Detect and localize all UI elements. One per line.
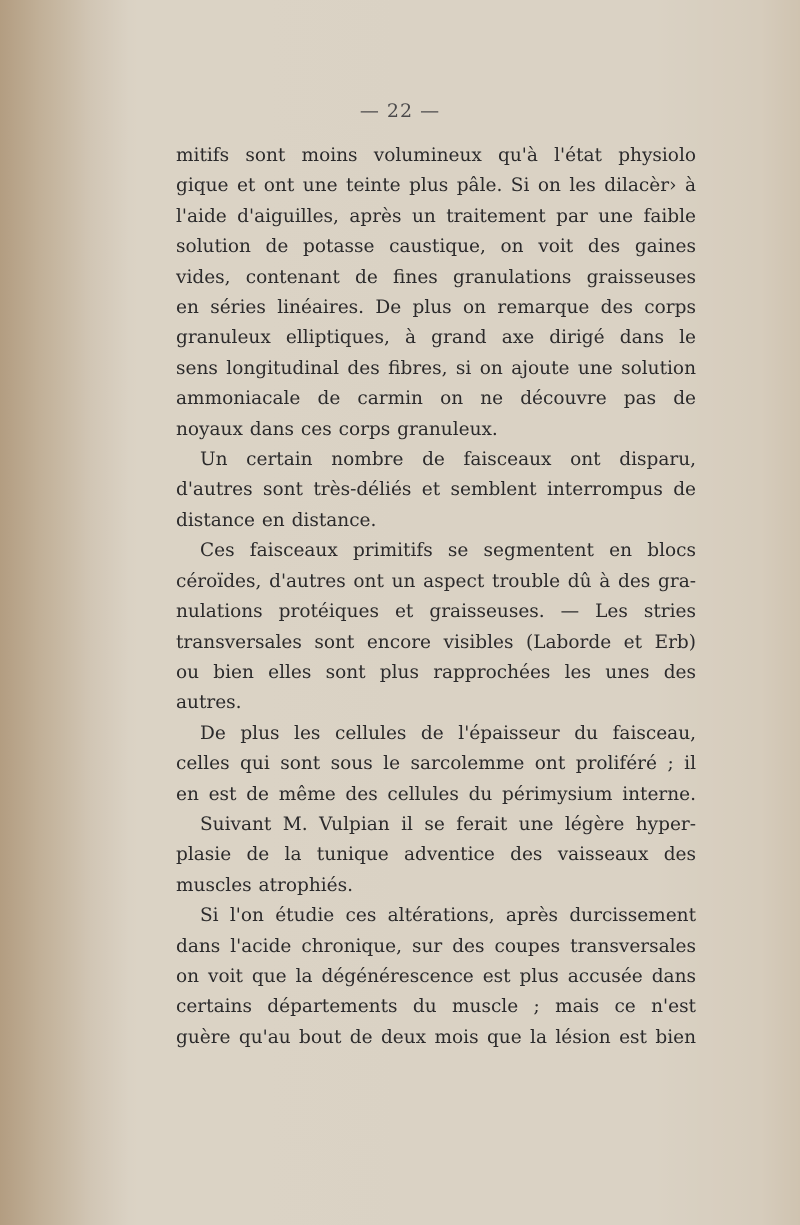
text-line: Suivant M. Vulpian il se ferait une légère hyper- [200, 813, 696, 835]
text-line: ammoniacale de carmin on ne découvre pas de [176, 388, 696, 410]
paragraph [176, 901, 696, 1053]
text-line: transversales sont encore visibles (Laborde et Erb) [176, 631, 696, 653]
text-line: gique et ont une teinte plus pâle. Si on les dilacèr› à [176, 175, 696, 197]
text-line: Si l'on étudie ces altérations, après durcissement [200, 905, 696, 927]
text-line: distance en distance. [176, 509, 377, 531]
text-line: dans l'acide chronique, sur des coupes transversales [176, 935, 696, 957]
text-line: solution de potasse caustique, on voit des gaines [176, 236, 696, 258]
text-line: muscles atrophiés. [176, 874, 353, 896]
text-line: noyaux dans ces corps granuleux. [176, 418, 498, 440]
text-line: granuleux elliptiques, à grand axe dirigé dans le [176, 327, 696, 349]
page-edge-stain [0, 0, 130, 1225]
text-line: en séries linéaires. De plus on remarque des corps [176, 297, 696, 319]
text-line: Un certain nombre de faisceaux ont disparu, [200, 449, 696, 471]
paragraph [176, 719, 696, 810]
text-line: on voit que la dégénérescence est plus accusée dans [176, 965, 696, 987]
text-line: ou bien elles sont plus rapprochées les unes des [176, 661, 696, 683]
text-line: céroïdes, d'autres ont un aspect trouble dû à des gra- [176, 570, 696, 592]
paragraph [176, 536, 696, 718]
text-line: De plus les cellules de l'épaisseur du faisceau, [200, 722, 696, 744]
paragraph [176, 141, 696, 445]
text-line: plasie de la tunique adventice des vaisseaux des [176, 844, 696, 866]
body-text [176, 141, 696, 1053]
text-line: nulations protéiques et graisseuses. — Les stries [176, 601, 696, 623]
paragraph [176, 445, 696, 536]
text-line: l'aide d'aiguilles, après un traitement par une faible [176, 205, 696, 227]
text-line: sens longitudinal des fibres, si on ajoute une solution [176, 357, 696, 379]
paragraph [176, 810, 696, 901]
text-line: d'autres sont très-déliés et semblent interrompus de [176, 479, 696, 501]
page-number: — 22 — [359, 100, 441, 122]
text-line: guère qu'au bout de deux mois que la lésion est bien [176, 1026, 696, 1048]
text-line: celles qui sont sous le sarcolemme ont proliféré ; il [176, 753, 696, 775]
text-line: vides, contenant de fines granulations graisseuses [176, 266, 696, 288]
text-line: certains départements du muscle ; mais ce n'est [176, 996, 696, 1018]
text-line: en est de même des cellules du périmysium interne. [176, 783, 696, 805]
text-line: Ces faisceaux primitifs se segmentent en blocs [200, 540, 696, 562]
text-line: mitifs sont moins volumineux qu'à l'état physiolo [176, 145, 696, 166]
text-line: autres. [176, 692, 242, 714]
